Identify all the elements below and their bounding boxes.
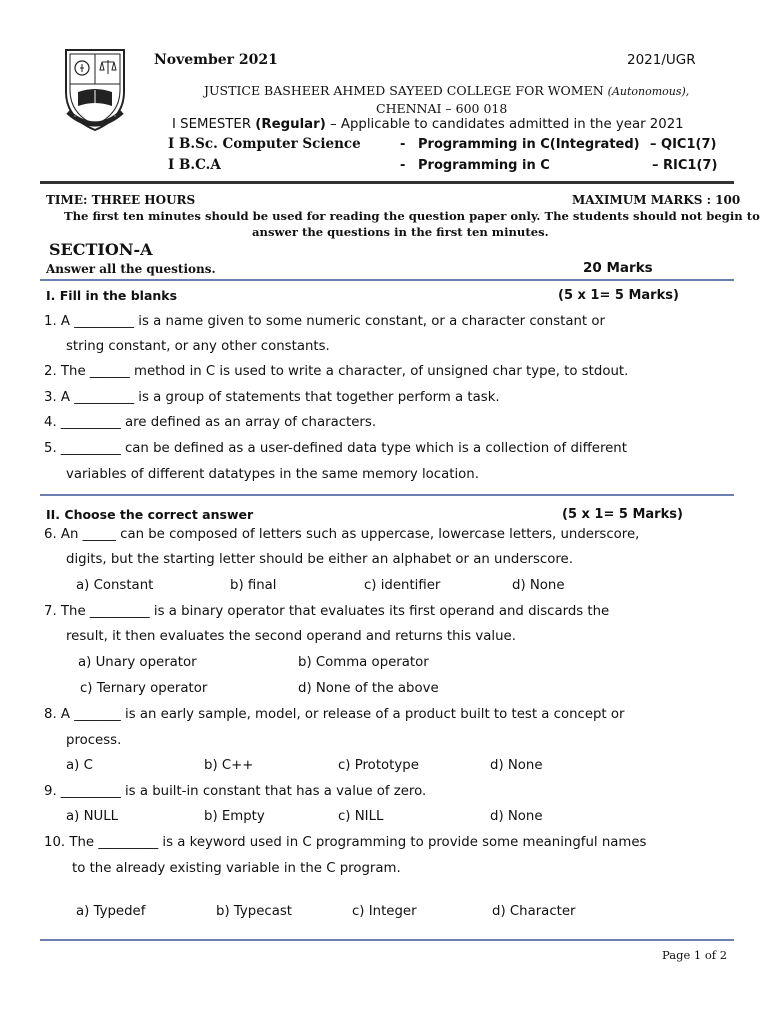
college-city: CHENNAI – 600 018 xyxy=(376,101,508,116)
part2-marks: (5 x 1= 5 Marks) xyxy=(562,507,683,522)
college-crest-logo xyxy=(60,46,130,134)
course1-dash: - xyxy=(400,137,406,152)
question-7-option-b: b) Comma operator xyxy=(298,655,429,670)
question-7-line-2: result, it then evaluates the second operand and returns this value. xyxy=(66,629,516,644)
question-7-option-d: d) None of the above xyxy=(298,681,439,696)
course1-code: – QIC1(7) xyxy=(650,137,717,152)
question-7-option-a: a) Unary operator xyxy=(78,655,197,670)
question-5-line-2: variables of different datatypes in the same memory location. xyxy=(66,467,479,482)
question-6-line-2: digits, but the starting letter should be either an alphabet or an underscore. xyxy=(66,552,573,567)
question-9: 9. _________ is a built-in constant that has a value of zero. xyxy=(44,784,427,799)
page-number: Page 1 of 2 xyxy=(662,948,728,962)
question-5-line-1: 5. _________ can be defined as a user-defined data type which is a collection of different xyxy=(44,441,627,456)
course2-dash: - xyxy=(400,158,406,173)
question-6-line-1: 6. An _____ can be composed of letters such as uppercase, lowercase letters, underscore, xyxy=(44,527,640,542)
college-name: JUSTICE BASHEER AHMED SAYEED COLLEGE FOR WOMEN xyxy=(204,83,604,98)
semester-prefix: I SEMESTER xyxy=(172,117,256,132)
question-8-line-2: process. xyxy=(66,733,122,748)
question-7-option-c: c) Ternary operator xyxy=(80,681,208,696)
question-8-option-b: b) C++ xyxy=(204,758,254,773)
question-9-option-a: a) NULL xyxy=(66,809,119,824)
question-10-line-1: 10. The _________ is a keyword used in C programming to provide some meaningful names xyxy=(44,835,647,850)
question-3: 3. A _________ is a group of statements that together perform a task. xyxy=(44,390,500,405)
question-10-option-a: a) Typedef xyxy=(76,904,146,919)
question-1-line-1: 1. A _________ is a name given to some numeric constant, or a character constant or xyxy=(44,314,605,329)
question-10-line-2: to the already existing variable in the C program. xyxy=(72,861,401,876)
question-4: 4. _________ are defined as an array of characters. xyxy=(44,415,377,430)
question-6-option-d: d) None xyxy=(512,578,565,593)
course2-name: I B.C.A xyxy=(168,157,221,173)
section-a-instruction: Answer all the questions. xyxy=(46,262,216,276)
instruction-line-2: answer the questions in the first ten minutes. xyxy=(252,225,549,239)
part1-divider xyxy=(40,494,734,496)
part1-title: I. Fill in the blanks xyxy=(46,288,178,303)
question-10-option-b: b) Typecast xyxy=(216,904,292,919)
question-9-option-d: d) None xyxy=(490,809,543,824)
question-7-line-1: 7. The _________ is a binary operator that evaluates its first operand and discards the xyxy=(44,604,610,619)
question-2: 2. The ______ method in C is used to write a character, of unsigned char type, to stdout. xyxy=(44,364,629,379)
question-6-option-a: a) Constant xyxy=(76,578,154,593)
exam-time: TIME: THREE HOURS xyxy=(46,193,196,207)
course2-subject: Programming in C xyxy=(418,158,550,173)
question-8-option-c: c) Prototype xyxy=(338,758,419,773)
part1-marks: (5 x 1= 5 Marks) xyxy=(558,288,679,303)
question-6-option-b: b) final xyxy=(230,578,277,593)
college-name-line xyxy=(204,83,689,98)
semester-regular: (Regular) xyxy=(255,117,326,132)
section-a-marks: 20 Marks xyxy=(583,260,653,276)
semester-line xyxy=(172,117,684,132)
course1-subject: Programming in C(Integrated) xyxy=(418,137,640,152)
course2-code: – RIC1(7) xyxy=(652,158,718,173)
question-10-option-d: d) Character xyxy=(492,904,576,919)
question-6-option-c: c) identifier xyxy=(364,578,441,593)
exam-max-marks: MAXIMUM MARKS : 100 xyxy=(572,193,741,207)
exam-code: 2021/UGR xyxy=(627,52,696,68)
college-autonomous: (Autonomous), xyxy=(607,85,690,98)
question-9-option-c: c) NILL xyxy=(338,809,384,824)
instruction-line-1: The first ten minutes should be used for reading the question paper only. The students should not begin to xyxy=(64,209,760,223)
part2-title: II. Choose the correct answer xyxy=(46,507,254,522)
question-8-option-a: a) C xyxy=(66,758,93,773)
header-divider xyxy=(40,181,734,184)
question-10-option-c: c) Integer xyxy=(352,904,417,919)
section-a-title: SECTION-A xyxy=(49,240,153,259)
question-8-line-1: 8. A _______ is an early sample, model, or release of a product built to test a concept or xyxy=(44,707,625,722)
course1-name: I B.Sc. Computer Science xyxy=(168,136,361,152)
footer-divider xyxy=(40,939,734,941)
question-9-option-b: b) Empty xyxy=(204,809,265,824)
question-1-line-2: string constant, or any other constants. xyxy=(66,339,330,354)
question-8-option-d: d) None xyxy=(490,758,543,773)
section-a-divider xyxy=(40,279,734,281)
exam-date: November 2021 xyxy=(154,52,278,68)
semester-suffix: – Applicable to candidates admitted in the year 2021 xyxy=(325,117,684,132)
